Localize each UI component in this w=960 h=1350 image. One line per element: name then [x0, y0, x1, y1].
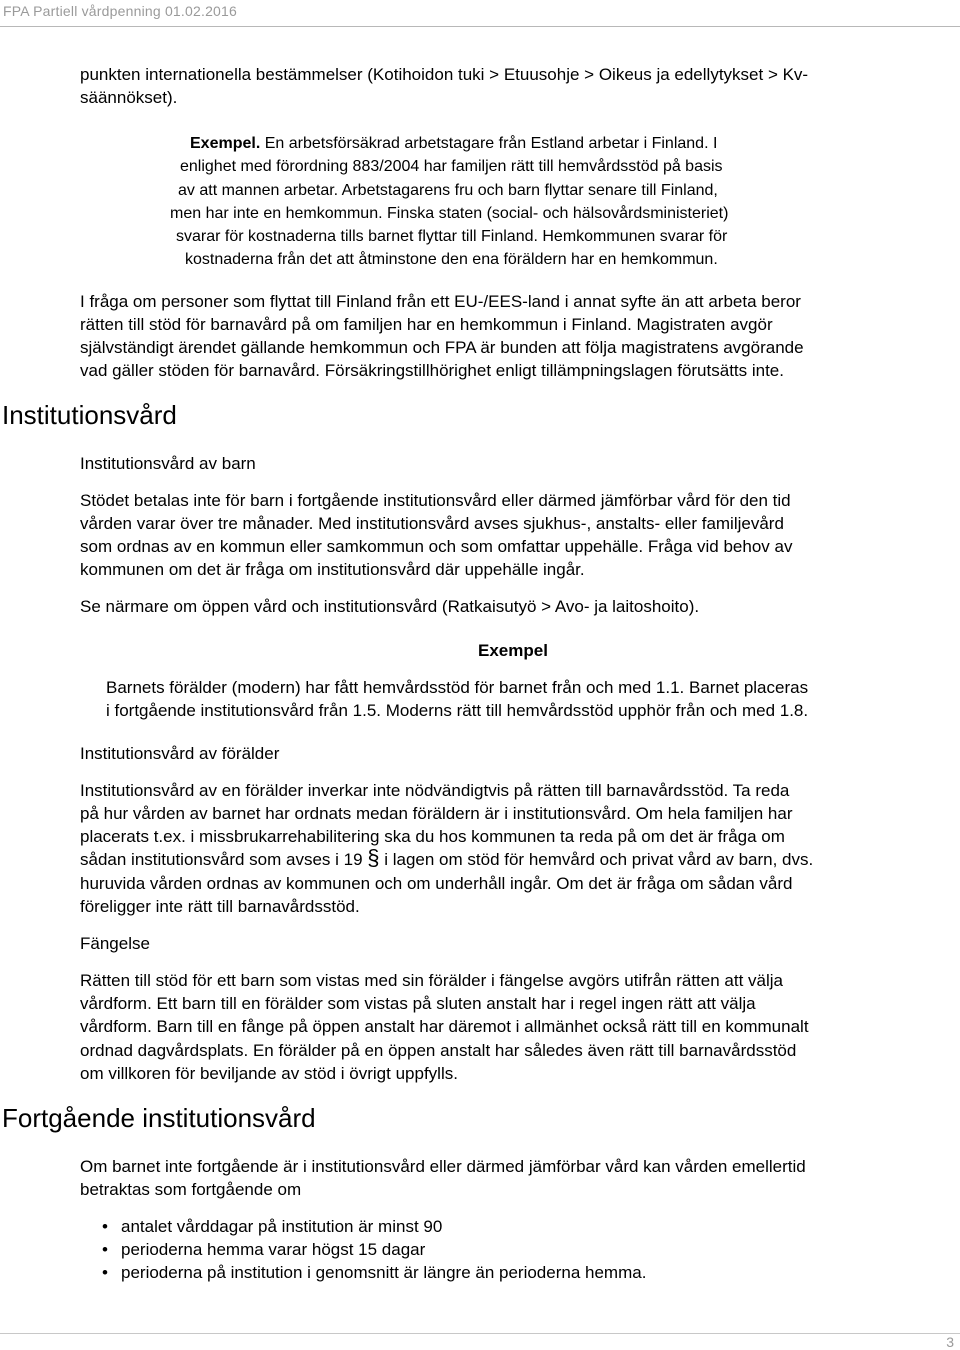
- section-sign: §: [367, 845, 380, 870]
- s2-p1-line-1: Om barnet inte fortgående är i institutionsvård eller därmed jämförbar vård kan vården emellertid: [80, 1157, 806, 1176]
- subheading-barn: Institutionsvård av barn: [80, 454, 256, 473]
- example-block-line-1: [190, 132, 717, 155]
- p3-line-4: [80, 845, 814, 871]
- p4-line-5: om villkoren för beviljande av stöd i övrigt uppfylls.: [80, 1064, 458, 1083]
- page-header: [0, 0, 960, 27]
- p1-line-2: vården varar över tre månader. Med institutionsvård avses sjukhus-, anstalts- eller familjevård: [80, 514, 784, 533]
- section-heading-fortgaende: Fortgående institutionsvård: [2, 1103, 316, 1133]
- section-heading-institutionsvard: Institutionsvård: [2, 400, 177, 430]
- p4-line-2: vårdform. Ett barn till en förälder som vistas på sluten anstalt har i regel ingen rätt att välja: [80, 994, 756, 1013]
- example-block-line-5: svarar för kostnaderna tills barnet flyttar till Finland. Hemkommunen svarar för: [176, 228, 728, 245]
- subheading-foralder: Institutionsvård av förälder: [80, 744, 280, 763]
- s2-p1-line-2: betraktas som fortgående om: [80, 1180, 302, 1199]
- p4-line-1: Rätten till stöd för ett barn som vistas med sin förälder i fängelse avgörs utifrån rätten att välja: [80, 971, 784, 990]
- document-title: FPA Partiell vårdpenning 01.02.2016: [3, 3, 238, 19]
- p1-line-3: som ordnas av en kommun eller samkommun och som omfattar uppehälle. Fråga vid behov av: [80, 537, 793, 556]
- example-block-line-4: men har inte en hemkommun. Finska staten (social- och hälsovårdsministeriet): [170, 205, 729, 222]
- bullet-marker: •: [102, 1240, 108, 1259]
- page-number: 3: [946, 1334, 954, 1350]
- eu-paragraph-line-2: rätten till stöd för barnavård på om familjen har en hemkommun i Finland. Magistraten avgör: [80, 315, 773, 334]
- footer-divider: [0, 1333, 960, 1334]
- p4-line-3: vårdform. Barn till en fånge på öppen anstalt har däremot i allmänhet också rätt till en kommunalt: [80, 1017, 809, 1036]
- intro-line-1: punkten internationella bestämmelser (Kotihoidon tuki > Etuusohje > Oikeus ja edellytykset > Kv-: [80, 65, 809, 84]
- p1-line-4: kommunen om det är fråga om institutionsvård där uppehälle ingår.: [80, 560, 585, 579]
- subheading-fangelse: Fängelse: [80, 934, 150, 953]
- p3-line-4-end: i lagen om stöd för hemvård och privat vård av barn, dvs.: [379, 850, 814, 869]
- example-text: En arbetsförsäkrad arbetstagare från Estland arbetar i Finland. I: [260, 135, 718, 152]
- example-block-line-3: av att mannen arbetar. Arbetstagarens fru och barn flyttar senare till Finland,: [178, 182, 718, 199]
- p3-line-5: huruvida vården ordnas av kommunen och om underhåll ingår. Om det är fråga om sådan vård: [80, 874, 793, 893]
- intro-line-2: säännökset).: [80, 88, 178, 107]
- bullet-item-1: antalet vårddagar på institution är minst 90: [121, 1217, 443, 1236]
- eu-paragraph-line-1: I fråga om personer som flyttat till Finland från ett EU-/EES-land i annat syfte än att arbeta beror: [80, 292, 801, 311]
- example-line-2: i fortgående institutionsvård från 1.5. Moderns rätt till hemvårdsstöd upphör från och med 1.8.: [106, 701, 809, 720]
- example-heading: Exempel: [478, 641, 548, 660]
- example-label: Exempel.: [190, 135, 261, 152]
- p4-line-4: ordnad dagvårdsplats. En förälder på en öppen anstalt har således även rätt till barnavårdsstöd: [80, 1041, 797, 1060]
- example-line-1: Barnets förälder (modern) har fått hemvårdsstöd för barnet från och med 1.1. Barnet placeras: [106, 678, 809, 697]
- eu-paragraph-line-3: självständigt ärendet gällande hemkommun och FPA är bunden att följa magistratens avgörande: [80, 338, 804, 357]
- example-block-line-6: kostnaderna från det att åtminstone den ena föräldern har en hemkommun.: [185, 251, 718, 268]
- eu-paragraph-line-4: vad gäller stöden för barnavård. Försäkringstillhörighet enligt tillämpningslagen förutsätts inte.: [80, 361, 784, 380]
- bullet-item-2: perioderna hemma varar högst 15 dagar: [121, 1240, 426, 1259]
- p3-line-1: Institutionsvård av en förälder inverkar inte nödvändigtvis på rätten till barnavårdsstöd. Ta reda: [80, 781, 790, 800]
- p3-line-3: placerats t.ex. i missbrukarrehabilitering ska du hos kommunen ta reda på om det är fråga om: [80, 827, 785, 846]
- p3-line-6: föreligger inte rätt till barnavårdsstöd.: [80, 897, 360, 916]
- p1-line-1: Stödet betalas inte för barn i fortgående institutionsvård eller därmed jämförbar vård för den tid: [80, 491, 791, 510]
- p2-reference: Se närmare om öppen vård och institutionsvård (Ratkaisutyö > Avo- ja laitoshoito).: [80, 597, 700, 616]
- p3-line-2: på hur vården av barnet har ordnats medan föräldern är i institutionsvård. Om hela familjen har: [80, 804, 793, 823]
- example-block-line-2: enlighet med förordning 883/2004 har familjen rätt till hemvårdsstöd på basis: [180, 158, 723, 175]
- bullet-marker: •: [102, 1263, 108, 1282]
- bullet-item-3: perioderna på institution i genomsnitt är längre än perioderna hemma.: [121, 1263, 647, 1282]
- bullet-marker: •: [102, 1217, 108, 1236]
- p3-line-4-start: sådan institutionsvård som avses i 19: [80, 850, 368, 869]
